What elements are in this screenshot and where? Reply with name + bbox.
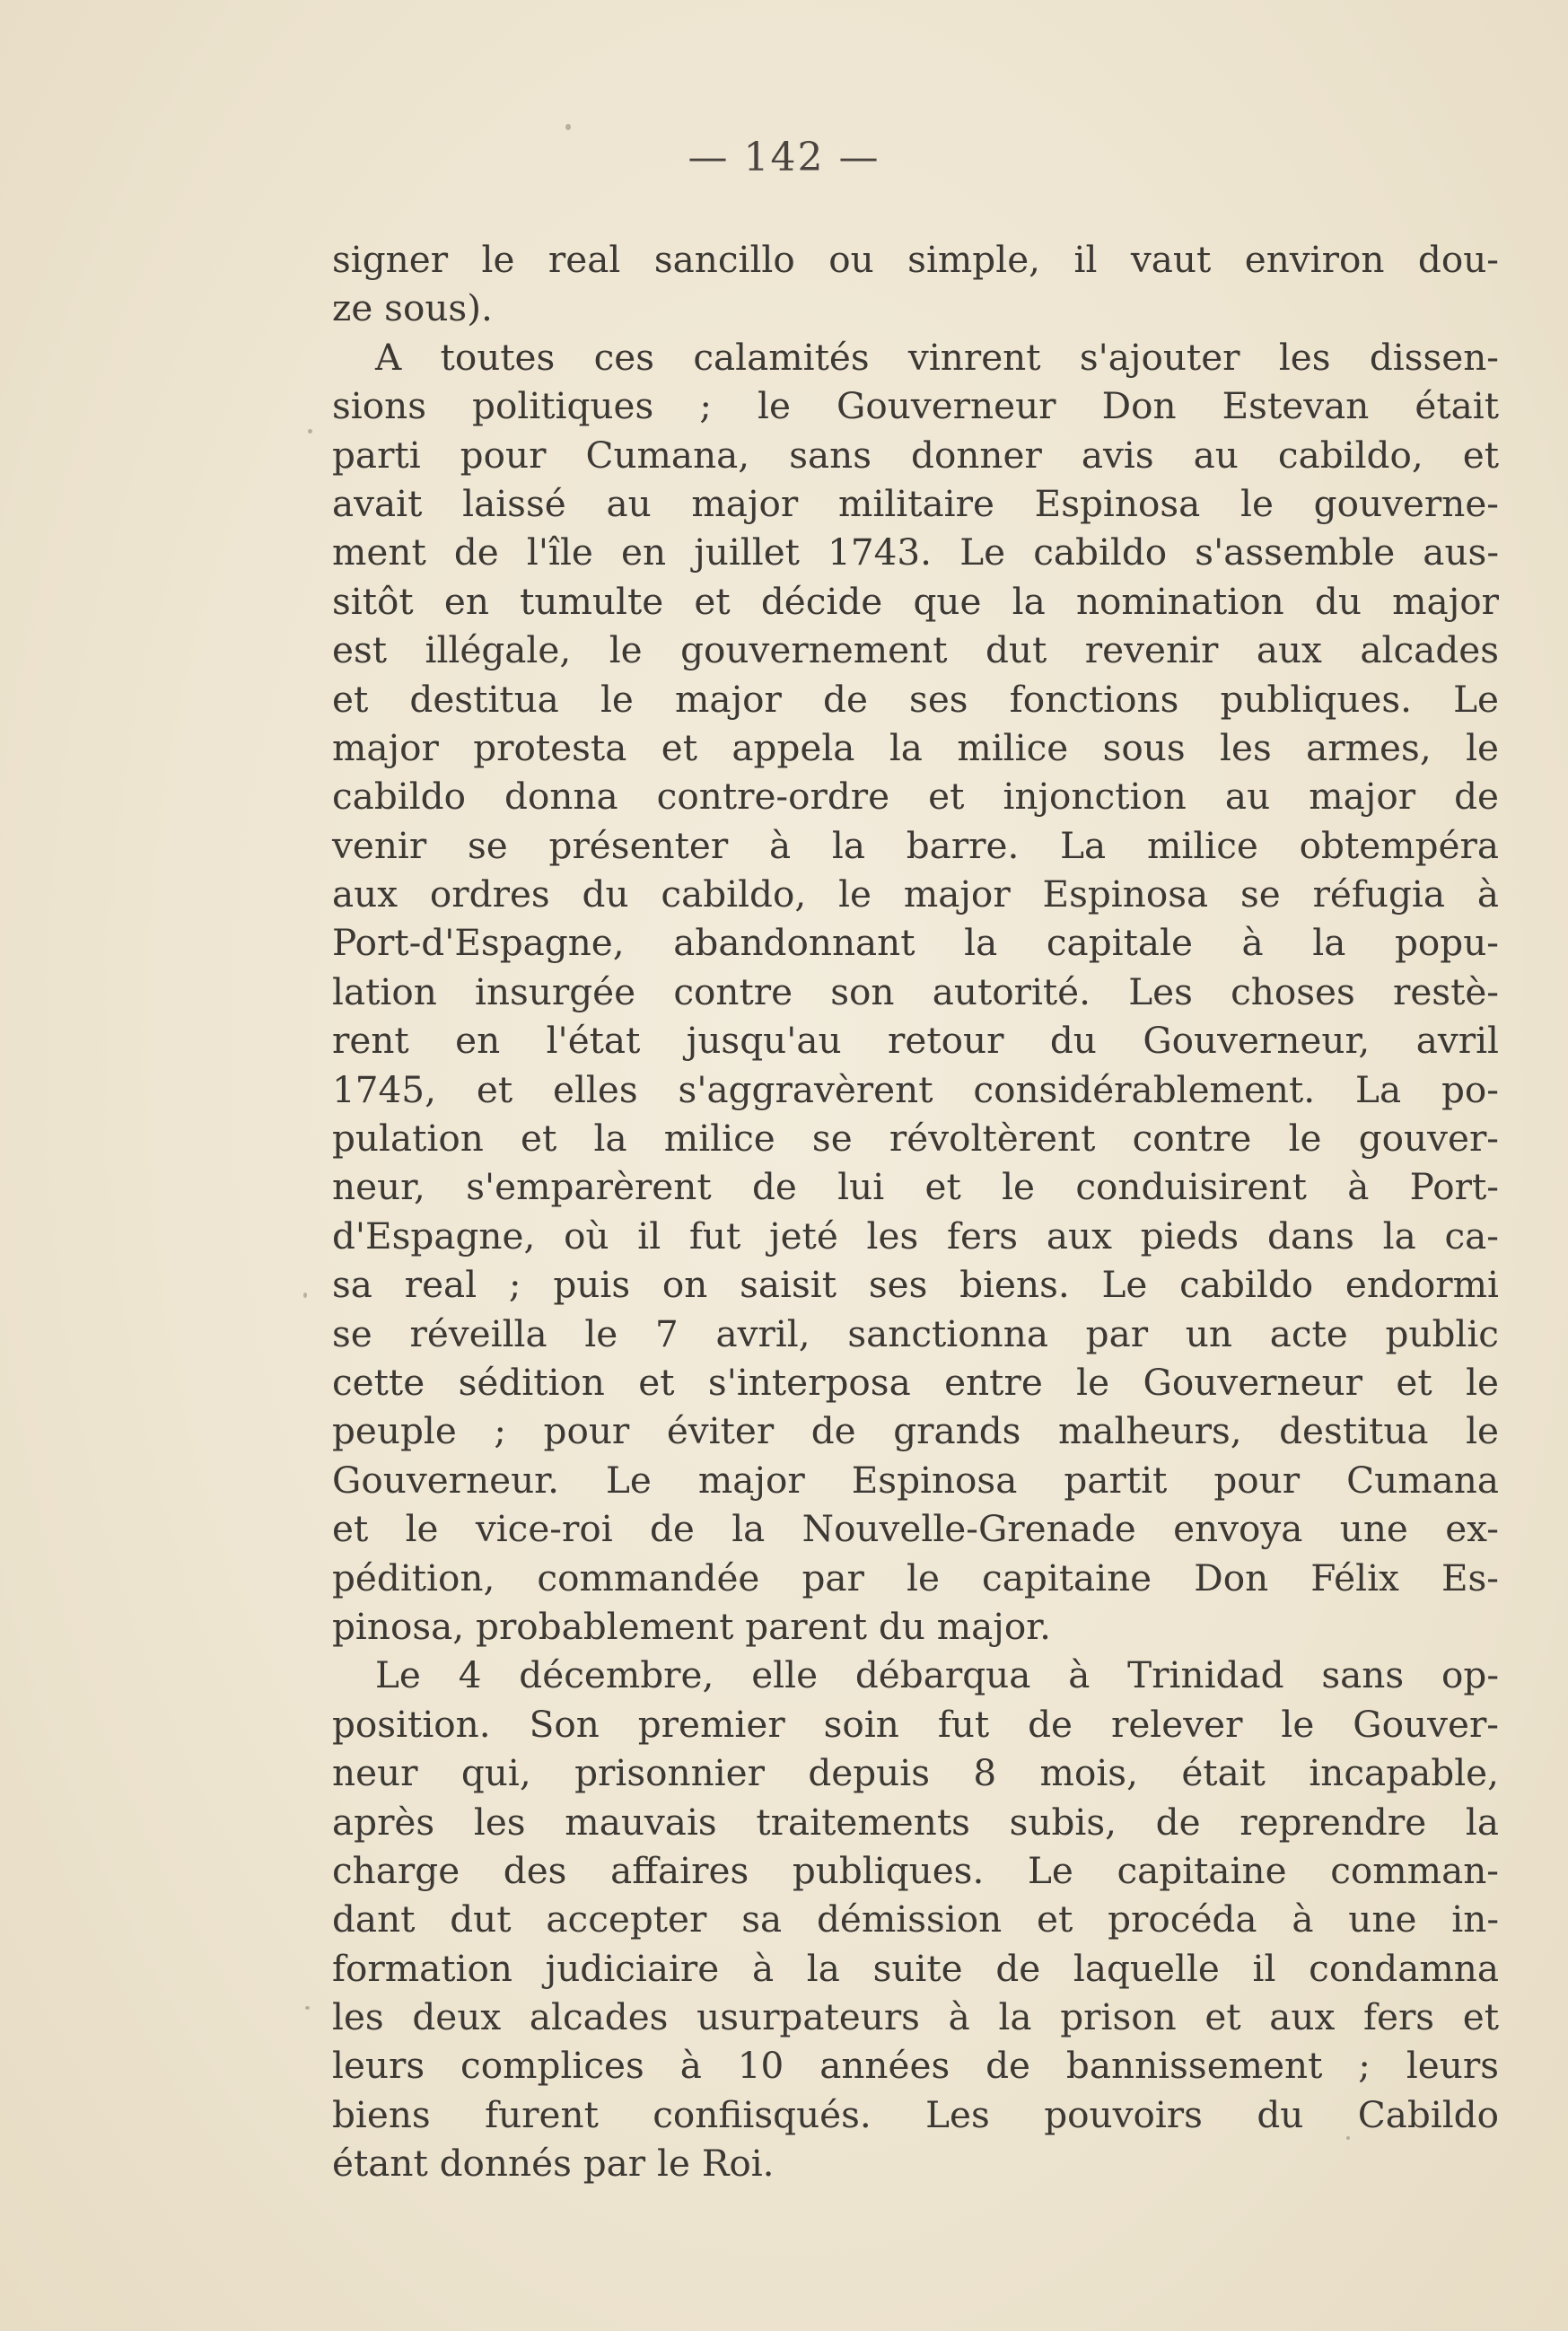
text-line: Gouverneur. Le major Espinosa partit pour Cumana xyxy=(332,1458,1499,1502)
ink-speck xyxy=(565,124,571,130)
text-line: avait laissé au major militaire Espinosa le gouverne- xyxy=(332,481,1499,525)
text-line: neur, s'emparèrent de lui et le conduisirent à Port- xyxy=(332,1165,1499,1209)
text-line: charge des affaires publiques. Le capitaine comman- xyxy=(332,1848,1499,1892)
text-line: pulation et la milice se révoltèrent contre le gouver- xyxy=(332,1117,1499,1161)
text-line: ment de l'île en juillet 1743. Le cabildo s'assemble aus- xyxy=(332,530,1499,574)
text-line: est illégale, le gouvernement dut revenir aux alcades xyxy=(332,628,1499,672)
text-line: peuple ; pour éviter de grands malheurs, destitua le xyxy=(332,1409,1499,1453)
text-line: sions politiques ; le Gouverneur Don Estevan était xyxy=(332,384,1499,428)
text-line: A toutes ces calamités vinrent s'ajouter les dissen- xyxy=(375,335,1499,379)
text-line: major protesta et appela la milice sous les armes, le xyxy=(332,725,1499,769)
text-line: position. Son premier soin fut de relever le Gouver- xyxy=(332,1702,1499,1746)
text-line: pinosa, probablement parent du major. xyxy=(332,1604,1052,1648)
page-number: — 142 — xyxy=(688,135,880,180)
text-line: Port-d'Espagne, abandonnant la capitale à la popu- xyxy=(332,921,1499,965)
text-line: d'Espagne, où il fut jeté les fers aux pieds dans la ca- xyxy=(332,1214,1499,1258)
text-line: lation insurgée contre son autorité. Les choses restè- xyxy=(332,969,1499,1013)
text-line: biens furent confiisqués. Les pouvoirs du Cabildo xyxy=(332,2092,1499,2136)
ink-speck xyxy=(308,429,312,434)
text-line: et destitua le major de ses fonctions publiques. Le xyxy=(332,677,1499,721)
text-line: pédition, commandée par le capitaine Don Félix Es- xyxy=(332,1555,1499,1599)
text-line: aux ordres du cabildo, le major Espinosa se réfugia à xyxy=(332,872,1499,916)
text-line: les deux alcades usurpateurs à la prison et aux fers et xyxy=(332,1995,1499,2039)
text-line: dant dut accepter sa démission et procéda à une in- xyxy=(332,1897,1499,1941)
text-line: rent en l'état jusqu'au retour du Gouverneur, avril xyxy=(332,1019,1499,1063)
text-line: se réveilla le 7 avril, sanctionna par un acte public xyxy=(332,1311,1499,1355)
text-line: cette sédition et s'interposa entre le Gouverneur et le xyxy=(332,1360,1499,1404)
text-line: après les mauvais traitements subis, de reprendre la xyxy=(332,1800,1499,1844)
text-line: formation judiciaire à la suite de laquelle il condamna xyxy=(332,1946,1499,1990)
ink-speck xyxy=(305,2006,310,2010)
text-line: parti pour Cumana, sans donner avis au cabildo, et xyxy=(332,433,1499,477)
text-line: ze sous). xyxy=(332,286,493,330)
text-line: Le 4 décembre, elle débarqua à Trinidad sans op- xyxy=(375,1653,1499,1697)
text-line: et le vice-roi de la Nouvelle-Grenade envoya une ex- xyxy=(332,1507,1499,1551)
text-line: leurs complices à 10 années de bannissement ; leurs xyxy=(332,2044,1499,2088)
text-line: signer le real sancillo ou simple, il vaut environ dou- xyxy=(332,238,1499,281)
text-line: sitôt en tumulte et décide que la nomination du major xyxy=(332,579,1499,623)
text-line: neur qui, prisonnier depuis 8 mois, était incapable, xyxy=(332,1751,1499,1795)
text-line: venir se présenter à la barre. La milice obtempéra xyxy=(332,823,1499,867)
text-line: sa real ; puis on saisit ses biens. Le cabildo endormi xyxy=(332,1263,1499,1307)
text-line: cabildo donna contre-ordre et injonction au major de xyxy=(332,775,1499,819)
ink-speck xyxy=(303,1293,307,1298)
text-line: étant donnés par le Roi. xyxy=(332,2142,775,2186)
body-text xyxy=(332,235,1499,2188)
text-line: 1745, et elles s'aggravèrent considérablement. La po- xyxy=(332,1067,1499,1111)
